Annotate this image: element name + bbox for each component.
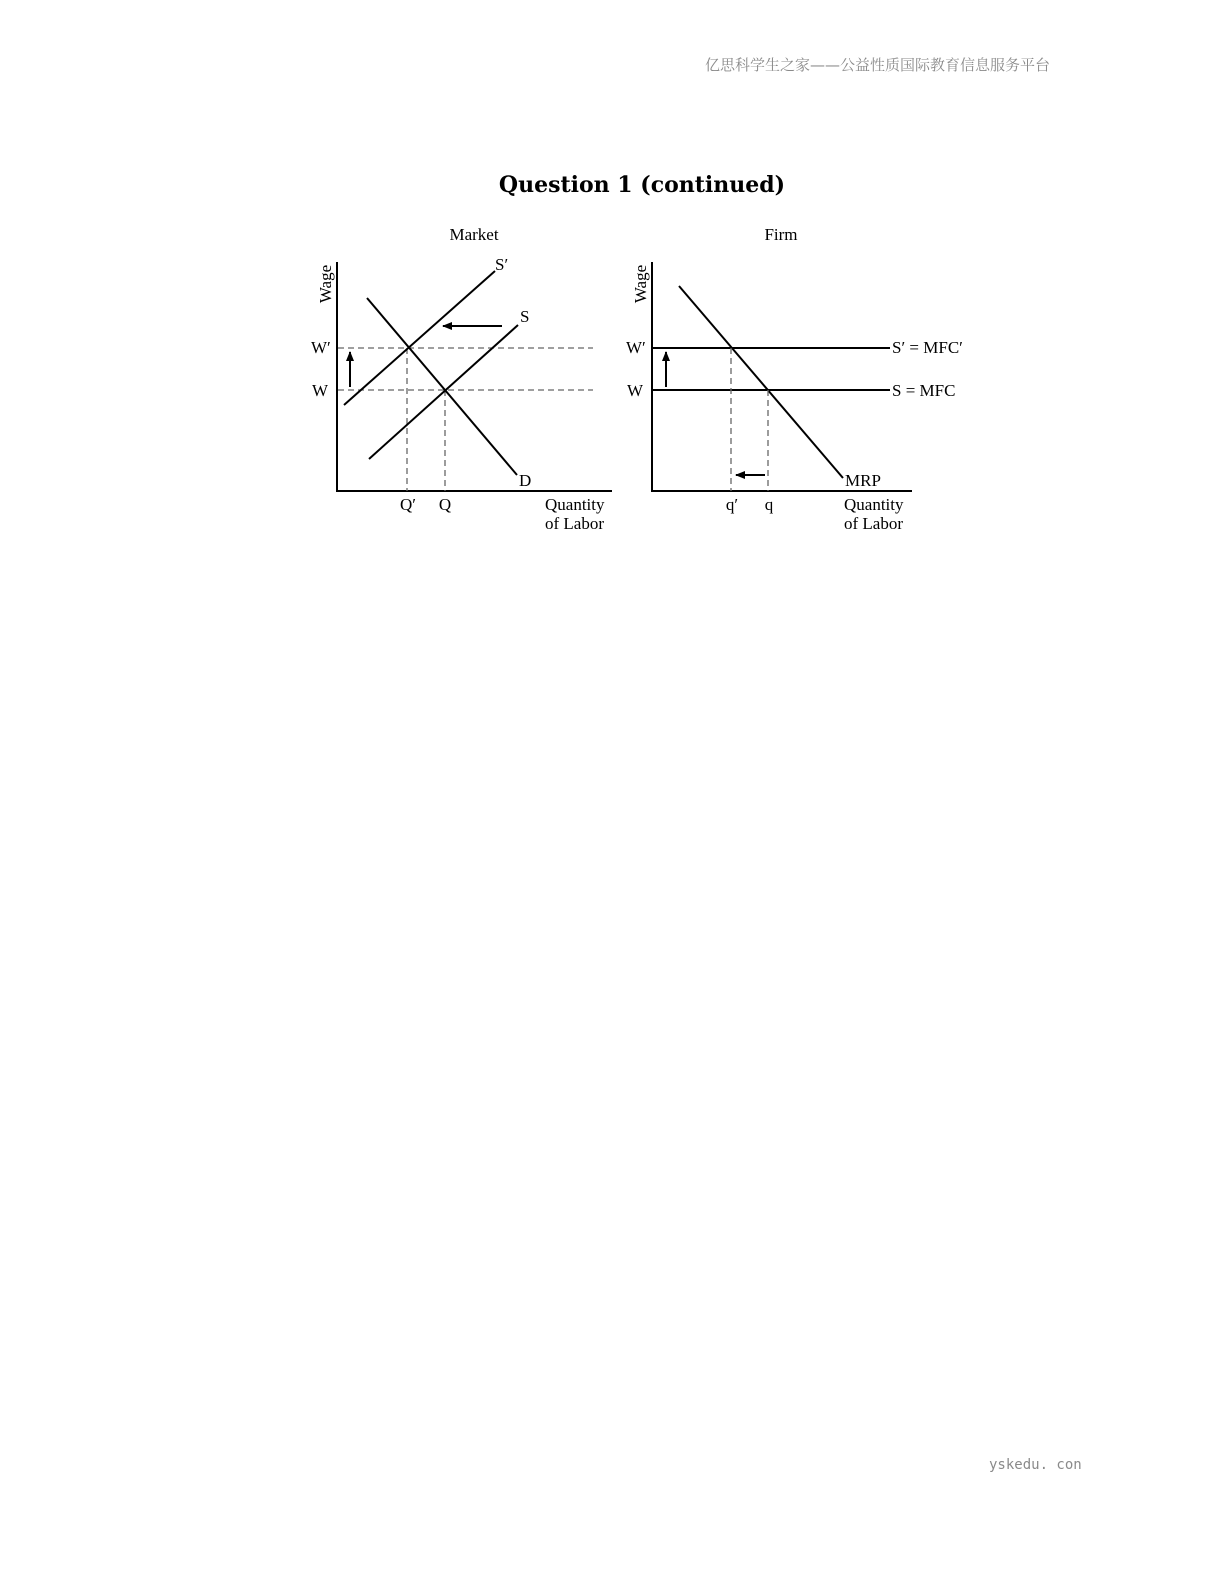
firm-w-prime-label: W′ — [626, 338, 646, 357]
market-q-prime-label: Q′ — [400, 495, 416, 514]
market-y-axis-label: Wage — [316, 264, 335, 304]
market-w-prime-label: W′ — [311, 338, 331, 357]
firm-q-label: q — [764, 495, 774, 514]
firm-mrp-label: MRP — [845, 471, 881, 490]
market-supply-label: S — [520, 307, 530, 326]
firm-panel — [626, 225, 963, 533]
firm-title: Firm — [764, 225, 798, 244]
market-q-label: Q — [438, 495, 452, 514]
market-panel — [311, 225, 612, 533]
market-supply-curve — [369, 325, 518, 459]
market-demand-label: D — [519, 471, 532, 490]
firm-y-axis-label: Wage — [631, 264, 650, 304]
firm-w-label: W — [627, 381, 644, 400]
market-title: Market — [449, 225, 499, 244]
market-w-label: W — [312, 381, 329, 400]
header-site-title: 亿思科学生之家——公益性质国际教育信息服务平台 — [705, 56, 1051, 74]
market-demand-curve — [367, 298, 517, 475]
market-supply-new-curve — [344, 271, 495, 405]
firm-q-prime-label: q′ — [725, 495, 739, 514]
firm-mrp-curve — [679, 286, 843, 478]
firm-supply-label: S = MFC — [892, 381, 956, 400]
market-x-axis-label-line2: of Labor — [545, 514, 605, 533]
firm-supply-new-label: S′ = MFC′ — [892, 338, 963, 357]
market-supply-new-label: S′ — [495, 255, 509, 274]
firm-x-axis-label-line1: Quantity — [844, 495, 904, 514]
page-title: Question 1 (continued) — [498, 172, 786, 198]
firm-x-axis-label-line2: of Labor — [844, 514, 904, 533]
footer-url: yskedu. con — [989, 1457, 1082, 1473]
market-x-axis-label-line1: Quantity — [545, 495, 605, 514]
